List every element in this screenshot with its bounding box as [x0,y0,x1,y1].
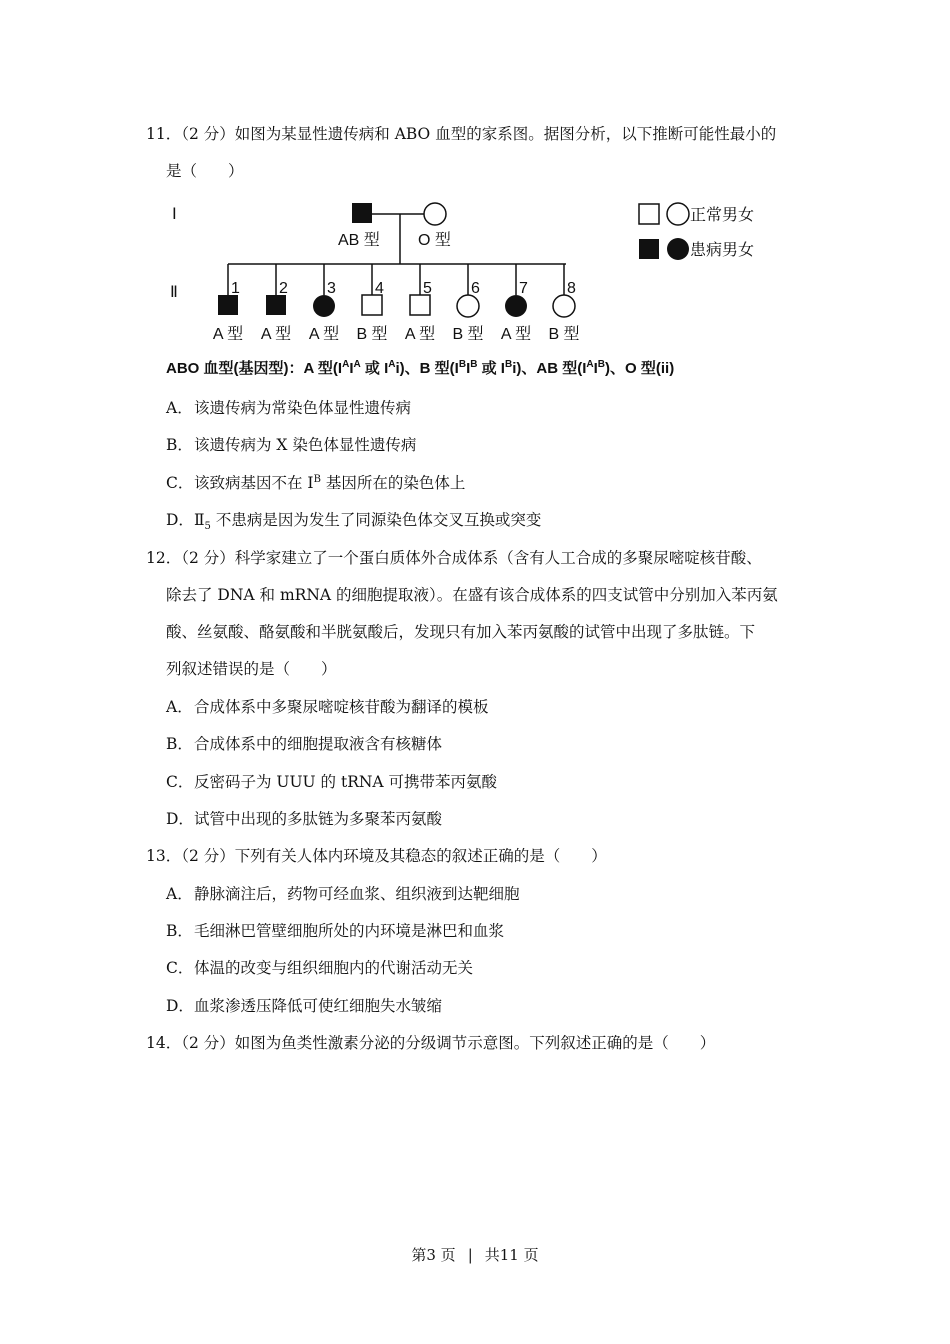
q12-stem-line1: 12．（2 分）科学家建立了一个蛋白质体外合成体系（含有人工合成的多聚尿嘧啶核苷酸、 [146,549,762,567]
q11-option-b[interactable]: B．该遗传病为 X 染色体显性遗传病 [166,436,417,454]
q11-stem-line2: 是（ ） [166,162,244,180]
q12-stem-line3: 酸、丝氨酸、酪氨酸和半胱氨酸后，发现只有加入苯丙氨酸的试管中出现了多肽链。下 [166,623,756,641]
child-8-normal-female [553,295,575,317]
q13-option-b[interactable]: B．毛细淋巴管壁细胞所处的内环境是淋巴和血浆 [166,922,505,940]
q12-option-d[interactable]: D．试管中出现的多肽链为多聚苯丙氨酸 [166,810,443,828]
child-8-blood-type: B 型 [548,326,580,343]
page-footer [0,1244,950,1265]
page-number: 第3 页 [411,1246,456,1264]
legend-normal-label: 正常男女 [690,207,755,224]
child-4-blood-type: B 型 [356,326,388,343]
q11-option-d[interactable]: D．$Ⅱ_5$ 不患病是因为发生了同源染色体交叉互换或突变 [166,511,542,533]
child-6-normal-female [457,295,479,317]
q12-option-b[interactable]: B．合成体系中的细胞提取液含有核糖体 [166,735,443,753]
child-3-affected-female [313,295,335,317]
legend-affected-male-icon [639,239,659,259]
q12-option-a[interactable]: A．合成体系中多聚尿嘧啶核苷酸为翻译的模板 [166,698,489,716]
q11-stem-line1: 11．（2 分）如图为某显性遗传病和 ABO 血型的家系图。据图分析，以下推断可能性最小的 [146,125,777,143]
child-2-number: 2 [279,280,288,297]
child-3-number: 3 [327,280,336,297]
generation-I-label: Ⅰ [172,206,177,223]
q14-stem-line1: 14．（2 分）如图为鱼类性激素分泌的分级调节示意图。下列叙述正确的是（ ） [146,1034,716,1052]
child-2-blood-type: A 型 [260,326,292,343]
q13-option-c[interactable]: C．体温的改变与组织细胞内的代谢活动无关 [166,959,474,977]
legend-normal-male-icon [639,204,659,224]
child-7-blood-type: A 型 [500,326,532,343]
child-3-blood-type: A 型 [308,326,340,343]
q12-option-c[interactable]: C．反密码子为 UUU 的 tRNA 可携带苯丙氨酸 [166,773,498,791]
child-1-number: 1 [231,280,240,297]
child-2-affected-male [266,295,286,315]
legend-affected-label: 患病男女 [690,242,755,259]
pedigree-diagram [160,196,780,356]
q13-option-a[interactable]: A．静脉滴注后，药物可经血浆、组织液到达靶细胞 [166,885,520,903]
q12-stem-line4: 列叙述错误的是（ ） [166,660,337,678]
page-total: 共11 页 [484,1246,539,1264]
child-7-affected-female [505,295,527,317]
legend-affected-female-icon [667,238,689,260]
q11-option-a[interactable]: A．该遗传病为常染色体显性遗传病 [166,399,412,417]
child-6-blood-type: B 型 [452,326,484,343]
footer-separator: | [467,1246,473,1264]
q13-option-d[interactable]: D．血浆渗透压降低可使红细胞失水皱缩 [166,997,443,1015]
father-blood-type: AB 型 [338,232,380,249]
child-7-number: 7 [519,280,528,297]
generation-II-label: Ⅱ [170,284,178,301]
father-affected-male [352,203,372,223]
q13-stem-line1: 13．（2 分）下列有关人体内环境及其稳态的叙述正确的是（ ） [146,847,607,865]
child-4-normal-male [362,295,382,315]
q11-option-c[interactable]: C．该致病基因不在 $I^B$ 基因所在的染色体上 [166,473,466,492]
legend-normal-female-icon [667,203,689,225]
child-5-number: 5 [423,280,432,297]
child-8-number: 8 [567,280,576,297]
child-5-normal-male [410,295,430,315]
child-1-affected-male [218,295,238,315]
mother-normal-female [424,203,446,225]
child-5-blood-type: A 型 [404,326,436,343]
q12-stem-line2: 除去了 DNA 和 mRNA 的细胞提取液）。在盛有该合成体系的四支试管中分别加入苯丙氨 [166,586,778,604]
child-1-blood-type: A 型 [212,326,244,343]
child-6-number: 6 [471,280,480,297]
abo-genotype-line: ABO 血型(基因型)：A 型($I^AI^A$ 或 $I^Ai$)、B 型($I^BI^B$ 或 $I^Bi$)、AB 型$(I^AI^B)$、O 型(ii) [166,359,675,377]
mother-blood-type: O 型 [418,232,451,249]
child-4-number: 4 [375,280,384,297]
